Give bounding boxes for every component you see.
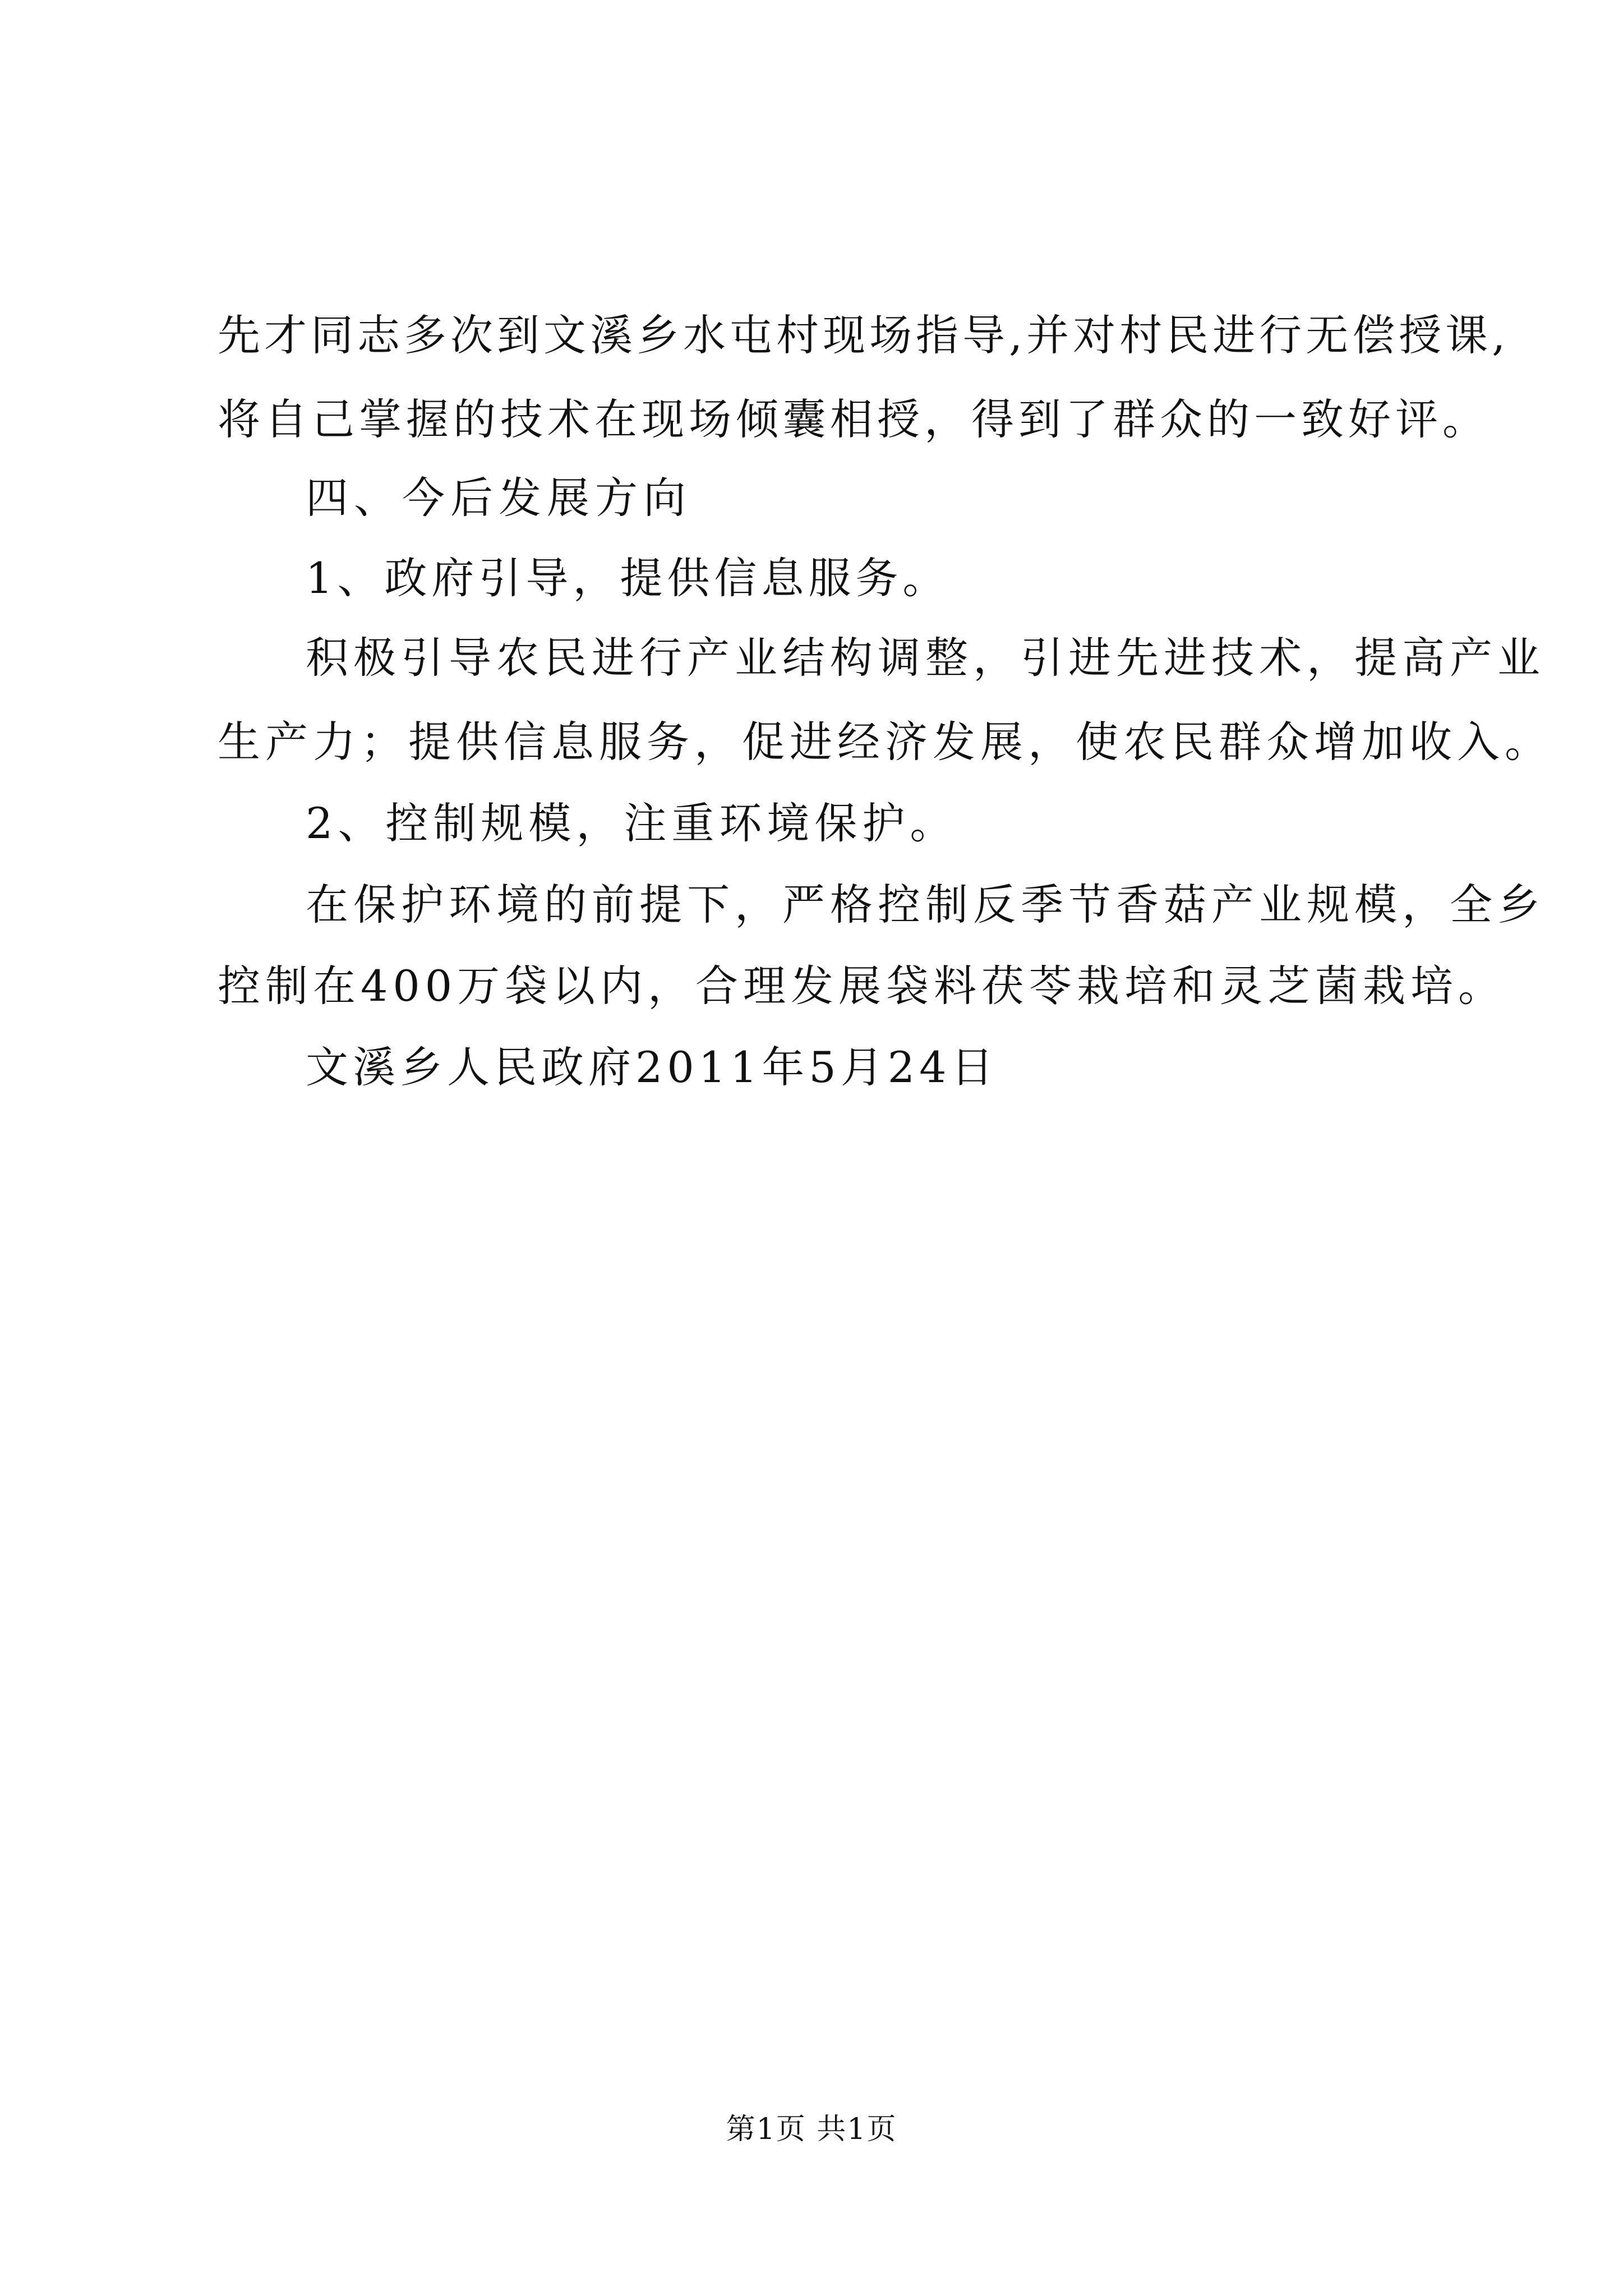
paragraph-line: 将自己掌握的技术在现场倾囊相授，得到了群众的一致好评。: [218, 394, 1490, 444]
paragraph-line: 控制在400万袋以内，合理发展袋料茯苓栽培和灵芝菌栽培。: [218, 961, 1506, 1011]
paragraph-line: 生产力；提供信息服务，促进经济发展，使农民群众增加收入。: [218, 717, 1552, 767]
page-footer: 第1页 共1页: [726, 2113, 897, 2146]
signature-date-line: 文溪乡人民政府2011年5月24日: [306, 1042, 998, 1092]
paragraph-line: 积极引导农民进行产业结构调整，引进先进技术，提高产业: [306, 633, 1545, 683]
paragraph-line: 在保护环境的前提下，严格控制反季节香菇产业规模，全乡: [306, 880, 1545, 930]
subsection-heading: 1、政府引导，提供信息服务。: [306, 553, 950, 603]
section-heading: 四、今后发展方向: [306, 473, 691, 523]
subsection-heading: 2、控制规模，注重环境保护。: [306, 798, 958, 848]
paragraph-line: 先才同志多次到文溪乡水屯村现场指导,并对村民进行无偿授课,: [218, 310, 1510, 360]
